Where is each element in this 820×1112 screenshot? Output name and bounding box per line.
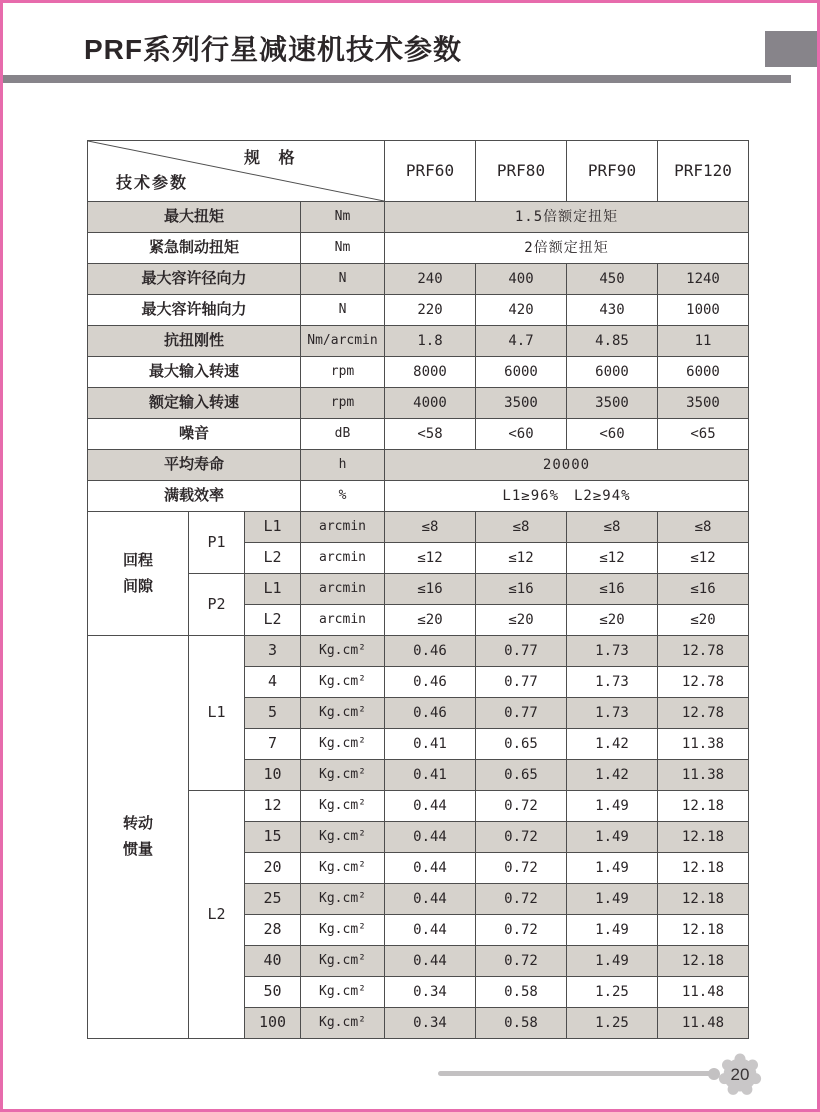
table-row [88, 388, 749, 419]
unit-cell: Kg.cm² [301, 977, 385, 1008]
value-cell: <60 [476, 419, 567, 450]
value-cell: 12.18 [658, 946, 749, 977]
backlash-section-label-line: 间隙 [122, 577, 153, 595]
value-cell: 430 [567, 295, 658, 326]
value-cell: 12.78 [658, 636, 749, 667]
column-header: PRF80 [476, 141, 567, 202]
unit-cell: Nm [301, 233, 385, 264]
column-header: PRF90 [567, 141, 658, 202]
table-row [88, 233, 749, 264]
value-cell: 0.58 [476, 1008, 567, 1039]
value-cell: ≤16 [658, 574, 749, 605]
value-cell: 4000 [385, 388, 476, 419]
group-label: L1 [189, 636, 245, 791]
value-cell: 1.73 [567, 698, 658, 729]
value-cell: 0.58 [476, 977, 567, 1008]
page-number-badge [717, 1052, 763, 1098]
param-label: 最大容许轴向力 [88, 295, 301, 326]
group-label: P2 [189, 574, 245, 636]
value-cell: 11 [658, 326, 749, 357]
param-label: 平均寿命 [88, 450, 301, 481]
table-header-row [88, 141, 749, 202]
value-cell: ≤8 [476, 512, 567, 543]
ratio-cell: 3 [245, 636, 301, 667]
value-cell: 1.25 [567, 977, 658, 1008]
value-cell: ≤12 [385, 543, 476, 574]
spec-table-body [88, 141, 749, 1039]
param-label: 抗扭刚性 [88, 326, 301, 357]
param-label: 最大输入转速 [88, 357, 301, 388]
ratio-cell: 25 [245, 884, 301, 915]
value-cell: 1.49 [567, 946, 658, 977]
value-cell: 3500 [567, 388, 658, 419]
value-cell: 8000 [385, 357, 476, 388]
value-cell: 1.73 [567, 636, 658, 667]
value-cell: 1000 [658, 295, 749, 326]
value-cell: 0.72 [476, 884, 567, 915]
ratio-cell: 10 [245, 760, 301, 791]
value-cell: 0.72 [476, 946, 567, 977]
value-cell: 11.48 [658, 1008, 749, 1039]
value-cell: 6000 [567, 357, 658, 388]
ratio-cell: 28 [245, 915, 301, 946]
ratio-cell: 15 [245, 822, 301, 853]
unit-cell: Kg.cm² [301, 822, 385, 853]
value-cell: 1.42 [567, 729, 658, 760]
value-cell: 220 [385, 295, 476, 326]
unit-cell: Nm/arcmin [301, 326, 385, 357]
value-cell: 0.44 [385, 791, 476, 822]
unit-cell: Nm [301, 202, 385, 233]
unit-cell: Kg.cm² [301, 853, 385, 884]
param-label: 最大扭矩 [88, 202, 301, 233]
table-row [88, 264, 749, 295]
inertia-section-label-line: 转动 [122, 815, 153, 832]
value-cell: 0.34 [385, 1008, 476, 1039]
unit-cell: Kg.cm² [301, 946, 385, 977]
backlash-section-label [88, 512, 189, 636]
footer-rule-line [438, 1071, 712, 1076]
unit-cell: Kg.cm² [301, 698, 385, 729]
value-cell: ≤12 [476, 543, 567, 574]
table-row [88, 357, 749, 388]
unit-cell: arcmin [301, 512, 385, 543]
inertia-section-label [88, 636, 189, 1039]
value-cell: 12.78 [658, 667, 749, 698]
table-row [88, 636, 749, 667]
value-cell: 1.49 [567, 915, 658, 946]
value-cell: 12.78 [658, 698, 749, 729]
value-cell: 0.44 [385, 884, 476, 915]
ratio-cell: 12 [245, 791, 301, 822]
top-right-accent-block [765, 31, 817, 67]
unit-cell: N [301, 264, 385, 295]
value-cell: ≤16 [567, 574, 658, 605]
ratio-cell: 5 [245, 698, 301, 729]
value-cell: 0.77 [476, 667, 567, 698]
value-cell: 0.41 [385, 760, 476, 791]
level-cell: L1 [245, 574, 301, 605]
unit-cell: h [301, 450, 385, 481]
unit-cell: Kg.cm² [301, 760, 385, 791]
value-cell: ≤12 [567, 543, 658, 574]
unit-cell: rpm [301, 357, 385, 388]
value-cell: 0.77 [476, 636, 567, 667]
value-cell: ≤8 [385, 512, 476, 543]
page-title: PRF系列行星减速机技术参数 [84, 34, 463, 65]
value-cell: 12.18 [658, 822, 749, 853]
corner-cell [88, 141, 385, 202]
spec-table [87, 140, 749, 1039]
value-cell: 1.8 [385, 326, 476, 357]
value-cell: 11.48 [658, 977, 749, 1008]
value-cell: 1.42 [567, 760, 658, 791]
level-cell: L1 [245, 512, 301, 543]
value-cell: ≤20 [658, 605, 749, 636]
unit-cell: Kg.cm² [301, 667, 385, 698]
value-cell: 4.85 [567, 326, 658, 357]
merged-value-cell: 20000 [385, 450, 749, 481]
value-cell: ≤20 [476, 605, 567, 636]
value-cell: 0.72 [476, 822, 567, 853]
ratio-cell: 7 [245, 729, 301, 760]
value-cell: 12.18 [658, 915, 749, 946]
value-cell: 0.46 [385, 698, 476, 729]
corner-label-spec: 规 格 [244, 150, 302, 167]
table-row [88, 481, 749, 512]
group-label: L2 [189, 791, 245, 1039]
value-cell: ≤12 [658, 543, 749, 574]
unit-cell: arcmin [301, 543, 385, 574]
unit-cell: rpm [301, 388, 385, 419]
unit-cell: Kg.cm² [301, 791, 385, 822]
value-cell: ≤20 [567, 605, 658, 636]
value-cell: 0.65 [476, 760, 567, 791]
value-cell: 12.18 [658, 884, 749, 915]
unit-cell: Kg.cm² [301, 636, 385, 667]
table-row [88, 202, 749, 233]
page-number: 20 [730, 1065, 750, 1084]
table-row [88, 326, 749, 357]
value-cell: 3500 [658, 388, 749, 419]
value-cell: 0.72 [476, 853, 567, 884]
unit-cell: Kg.cm² [301, 1008, 385, 1039]
ratio-cell: 40 [245, 946, 301, 977]
merged-value-cell: 1.5倍额定扭矩 [385, 202, 749, 233]
value-cell: 0.65 [476, 729, 567, 760]
value-cell: 0.77 [476, 698, 567, 729]
unit-cell: dB [301, 419, 385, 450]
merged-value-cell: 2倍额定扭矩 [385, 233, 749, 264]
value-cell: ≤16 [385, 574, 476, 605]
value-cell: 12.18 [658, 791, 749, 822]
corner-label-params: 技术参数 [116, 175, 189, 192]
value-cell: 0.46 [385, 667, 476, 698]
value-cell: 6000 [476, 357, 567, 388]
value-cell: 420 [476, 295, 567, 326]
table-row [88, 512, 749, 543]
unit-cell: Kg.cm² [301, 729, 385, 760]
value-cell: 11.38 [658, 760, 749, 791]
value-cell: 0.72 [476, 791, 567, 822]
value-cell: 12.18 [658, 853, 749, 884]
group-label: P1 [189, 512, 245, 574]
unit-cell: Kg.cm² [301, 915, 385, 946]
param-label: 额定输入转速 [88, 388, 301, 419]
ratio-cell: 20 [245, 853, 301, 884]
value-cell: 6000 [658, 357, 749, 388]
inertia-section-label-line: 惯量 [122, 841, 153, 858]
ratio-cell: 100 [245, 1008, 301, 1039]
value-cell: 1240 [658, 264, 749, 295]
merged-value-cell: L1≥96% L2≥94% [385, 481, 749, 512]
value-cell: <65 [658, 419, 749, 450]
value-cell: <60 [567, 419, 658, 450]
param-label: 噪音 [88, 419, 301, 450]
unit-cell: Kg.cm² [301, 884, 385, 915]
table-row [88, 295, 749, 326]
value-cell: 0.41 [385, 729, 476, 760]
column-header: PRF120 [658, 141, 749, 202]
value-cell: ≤8 [658, 512, 749, 543]
value-cell: 240 [385, 264, 476, 295]
unit-cell: % [301, 481, 385, 512]
value-cell: ≤16 [476, 574, 567, 605]
value-cell: ≤8 [567, 512, 658, 543]
value-cell: 0.46 [385, 636, 476, 667]
value-cell: 3500 [476, 388, 567, 419]
value-cell: 11.38 [658, 729, 749, 760]
value-cell: 1.49 [567, 822, 658, 853]
value-cell: 0.44 [385, 946, 476, 977]
table-row [88, 450, 749, 481]
value-cell: 4.7 [476, 326, 567, 357]
ratio-cell: 4 [245, 667, 301, 698]
param-label: 最大容许径向力 [88, 264, 301, 295]
value-cell: 400 [476, 264, 567, 295]
value-cell: 0.44 [385, 915, 476, 946]
unit-cell: arcmin [301, 605, 385, 636]
value-cell: <58 [385, 419, 476, 450]
column-header: PRF60 [385, 141, 476, 202]
value-cell: 0.72 [476, 915, 567, 946]
unit-cell: N [301, 295, 385, 326]
value-cell: 0.34 [385, 977, 476, 1008]
title-underline-bar [3, 75, 791, 83]
level-cell: L2 [245, 605, 301, 636]
value-cell: 0.44 [385, 853, 476, 884]
value-cell: 1.49 [567, 791, 658, 822]
ratio-cell: 50 [245, 977, 301, 1008]
level-cell: L2 [245, 543, 301, 574]
value-cell: ≤20 [385, 605, 476, 636]
backlash-section-label-line: 回程 [122, 551, 153, 569]
value-cell: 1.25 [567, 1008, 658, 1039]
param-label: 满载效率 [88, 481, 301, 512]
param-label: 紧急制动扭矩 [88, 233, 301, 264]
table-row [88, 419, 749, 450]
value-cell: 450 [567, 264, 658, 295]
value-cell: 0.44 [385, 822, 476, 853]
value-cell: 1.49 [567, 884, 658, 915]
value-cell: 1.73 [567, 667, 658, 698]
unit-cell: arcmin [301, 574, 385, 605]
value-cell: 1.49 [567, 853, 658, 884]
